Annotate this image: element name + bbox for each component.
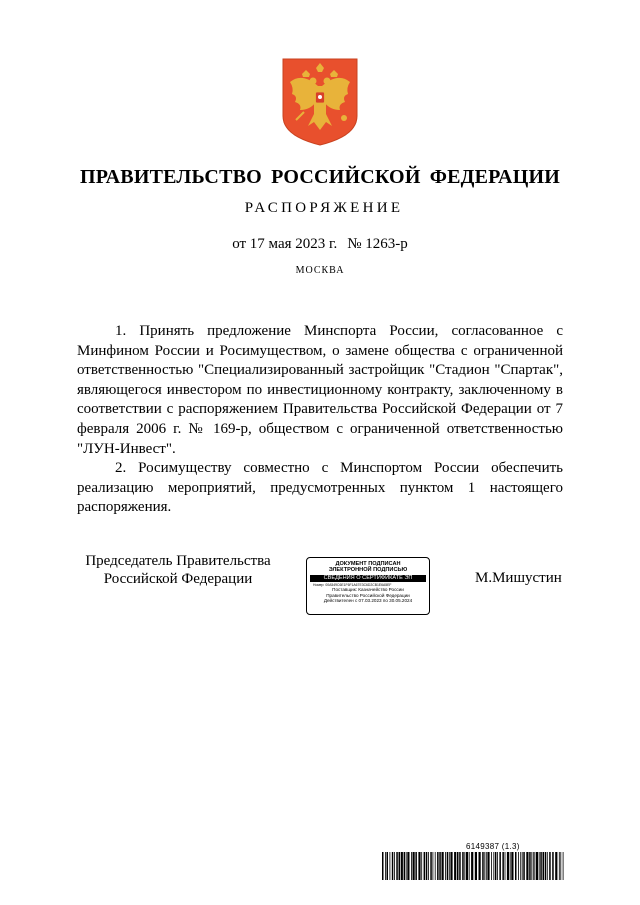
stamp-line1: ДОКУМЕНТ ПОДПИСАН bbox=[335, 561, 401, 567]
coat-of-arms-icon bbox=[280, 56, 360, 147]
date-line bbox=[0, 236, 640, 253]
document-body bbox=[77, 322, 563, 518]
stamp-supplier: Поставщик: Казначейство России bbox=[332, 587, 404, 593]
stamp-serial: Номер: 00A549C6E1F6F1A67E3C6D2CB1E6A5EF bbox=[313, 582, 392, 587]
document-number: № 1263-р bbox=[347, 236, 408, 252]
signatory-position-line2: Российской Федерации bbox=[103, 571, 253, 587]
paragraph-2: 2. Росимуществу совместно с Минспортом России обеспечить реализацию мероприятий, предусмотренных пунктом 1 настоящего распоряжения. bbox=[77, 460, 563, 516]
stamp-header-bar: СВЕДЕНИЯ О СЕРТИФИКАТЕ ЭП bbox=[310, 575, 426, 582]
stamp-owner: Правительство Российской Федерации bbox=[326, 592, 410, 598]
signatory-name: М.Мишустин bbox=[475, 570, 562, 586]
city: МОСКВА bbox=[295, 265, 345, 276]
paragraph-1: 1. Принять предложение Минспорта России, согласованное с Минфином России и Росимуществом, о замене общества с ограниченной ответственностью "Специализированный застройщик "Стадион "Спартак", являющегося инвестором по инвестиционному контракту, заключенному в соответствии с распоряжением Правительства Российской Федерации от 7 февраля 2006 г. № 169-р, обществом с ограниченной ответственностью "ЛУН-Инвест". bbox=[77, 323, 563, 457]
signatory-position-line1: Председатель Правительства bbox=[85, 553, 271, 569]
stamp-line2: ЭЛЕКТРОННОЙ ПОДПИСЬЮ bbox=[328, 567, 408, 574]
barcode-label: 6149387 (1.3) bbox=[466, 842, 520, 851]
signatory-position bbox=[78, 552, 278, 588]
document-type: РАСПОРЯЖЕНИЕ bbox=[244, 200, 404, 216]
government-title: ПРАВИТЕЛЬСТВО РОССИЙСКОЙ ФЕДЕРАЦИИ bbox=[80, 166, 560, 188]
electronic-signature-stamp bbox=[306, 557, 430, 615]
stamp-validity: Действителен с 07.03.2023 по 30.05.2024 bbox=[323, 598, 413, 604]
barcode-icon bbox=[382, 852, 564, 880]
document-date: от 17 мая 2023 г. bbox=[232, 236, 338, 252]
